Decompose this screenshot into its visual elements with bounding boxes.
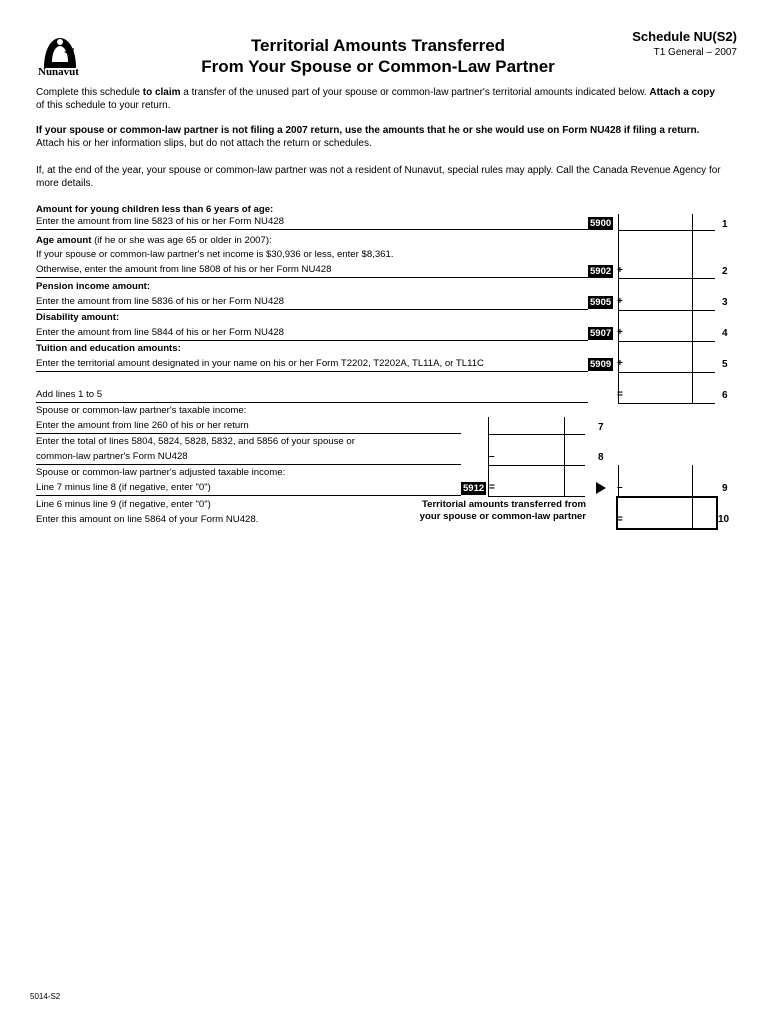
line-2-cents-divider [692,230,693,279]
p2-a: If your spouse or common-law partner is not filing a 2007 return, use the amounts that he or she would use on Form NU428 if filing a return. [36,125,700,136]
line-2-code: 5902 [590,266,612,277]
schedule-subtitle: T1 General – 2007 [653,47,737,58]
line-4-plus: + [617,327,623,338]
line-7-text-2: Enter the amount from line 260 of his or her return [36,420,249,431]
line-9-cents-divider [692,465,693,497]
line-4-text: Enter the amount from line 5844 of his or her Form NU428 [36,327,284,338]
line-4-rule [36,340,588,341]
line-2-heading [36,235,272,247]
p1-b: to claim [142,87,181,98]
line-8-number: 8 [598,452,604,463]
line-9-rule [36,495,461,496]
line-3-code: 5905 [590,297,612,308]
line-1-amount-field[interactable] [618,214,715,231]
line-3-text: Enter the amount from line 5836 of his or her Form NU428 [36,296,284,307]
line-1-cents-divider [692,214,693,231]
line-8-rule [36,464,461,465]
line-5-code: 5909 [590,359,612,370]
line-6-rule [36,402,588,403]
line-5-heading: Tuition and education amounts: [36,343,181,354]
line-8-text-1: Enter the total of lines 5804, 5824, 5828, 5832, and 5856 of your spouse or [36,436,355,447]
line-4-amount-field[interactable] [618,310,715,342]
line-7-rule [36,433,461,434]
line-8-amount-field[interactable] [488,434,585,466]
line-9-minus: – [617,482,623,493]
line-4-code: 5907 [590,328,612,339]
line-5-rule [36,371,588,372]
line-10-text-1: Line 6 minus line 9 (if negative, enter "0") [36,499,211,510]
line-9-subtotal-cents-divider [564,465,565,497]
p1-a: Complete this schedule [36,87,143,98]
line-10-cents-divider [692,498,693,528]
line-6-number: 6 [722,390,728,401]
line-3-plus: + [617,296,623,307]
line-5-text: Enter the territorial amount designated in your name on his or her Form T2202, T2202A, TL11A, or TL11C [36,358,484,369]
schedule-name: Schedule NU(S2) [632,29,737,44]
line-9-code: 5912 [463,483,485,494]
line-9-number: 9 [722,483,728,494]
line-2-text-2: Otherwise, enter the amount from line 5808 of his or her Form NU428 [36,264,332,275]
intro-paragraph-1 [36,86,726,112]
line-7-amount-field[interactable] [488,417,585,435]
form-sheet [28,20,743,1000]
line-7-cents-divider [564,417,565,435]
line-6-amount-field[interactable] [618,372,715,404]
p1-c: a transfer of the unused part of your spouse or common-law partner's territorial amounts indicated below. [180,87,650,98]
line-4-number: 4 [722,328,728,339]
line-10-amount-field[interactable] [616,496,718,530]
line-9-subtotal-field[interactable] [488,465,585,497]
line-8-cents-divider [564,434,565,466]
p1-d: Attach a copy [649,87,715,98]
line-3-cents-divider [692,278,693,311]
line-5-number: 5 [722,359,728,370]
arrow-right-icon [596,482,606,494]
line-6-equals: = [617,389,623,400]
line-3-number: 3 [722,297,728,308]
line-2-text-1: If your spouse or common-law partner's net income is $30,936 or less, enter $8,361. [36,249,394,260]
line-5-plus: + [617,358,623,369]
line-1-code: 5900 [590,218,612,229]
schedule-heading [632,29,737,58]
line-3-amount-field[interactable] [618,278,715,311]
title-line-1: Territorial Amounts Transferred [250,36,506,55]
line-10-equals: = [617,514,623,525]
line-9-text-2: Line 7 minus line 8 (if negative, enter "0") [36,482,211,493]
line-5-cents-divider [692,341,693,373]
line-2-heading-rest: (if he or she was age 65 or older in 2007): [91,235,272,246]
line-9-text-1: Spouse or common-law partner's adjusted taxable income: [36,467,286,478]
line-4-heading: Disability amount: [36,312,120,323]
line-1-number: 1 [722,219,728,230]
line-3-rule [36,309,588,310]
form-title [168,35,588,77]
p1-e: of this schedule to your return. [36,100,171,111]
line-8-text-2: common-law partner's Form NU428 [36,451,188,462]
line-7-text-1: Spouse or common-law partner's taxable income: [36,405,247,416]
line-10-label-1: Territorial amounts transferred from [421,499,586,510]
line-9-amount-field[interactable] [618,465,715,497]
p2-b: Attach his or her information slips, but do not attach the return or schedules. [36,138,372,149]
line-2-plus: + [617,265,623,276]
line-1-text: Enter the amount from line 5823 of his or her Form NU428 [36,216,284,227]
line-10-number: 10 [718,514,730,525]
line-2-amount-field[interactable] [618,230,715,279]
line-5-amount-field[interactable] [618,341,715,373]
form-id: 5014-S2 [30,992,61,1001]
line-10-text-2: Enter this amount on line 5864 of your Form NU428. [36,514,259,525]
line-1-rule [36,229,588,230]
line-3-heading: Pension income amount: [36,281,151,292]
line-2-heading-bold: Age amount [36,235,92,246]
line-2-number: 2 [722,266,728,277]
line-6-text: Add lines 1 to 5 [36,389,103,400]
line-9-equals: = [489,482,495,493]
line-6-cents-divider [692,372,693,404]
logo-text: Nunavut [38,66,79,78]
intro-paragraph-2 [36,124,726,150]
line-10-label-2: your spouse or common-law partner [419,511,586,522]
line-7-number: 7 [598,422,604,433]
title-line-2: From Your Spouse or Common-Law Partner [201,57,555,76]
line-8-minus: – [489,451,495,462]
line-1-heading: Amount for young children less than 6 years of age: [36,204,274,215]
line-2-rule [36,277,588,278]
line-10-label [358,499,586,523]
line-4-cents-divider [692,310,693,342]
intro-paragraph-3: If, at the end of the year, your spouse or common-law partner was not a resident of Nunavut, special rules may apply. Call the Canada Revenue Agency for more details. [36,165,721,189]
